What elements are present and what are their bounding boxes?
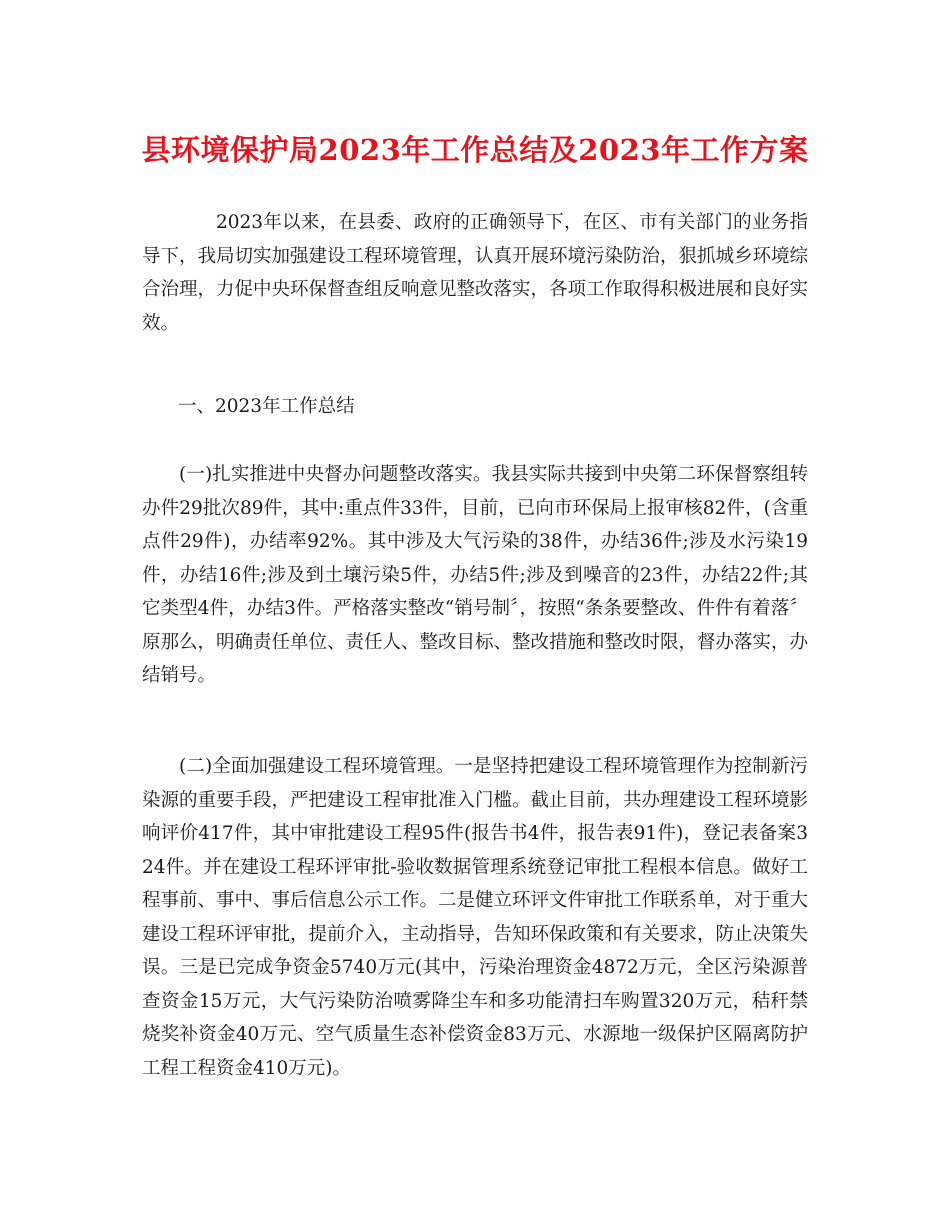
section-heading: 一、2023年工作总结: [178, 396, 355, 417]
document-title: 县环境保护局2023年工作总结及2023年工作方案: [141, 133, 809, 167]
body-paragraph-1: (一)扎实推进中央督办问题整改落实。我县实际共接到中央第二环保督察组转办件29批次89件，其中:重点件33件，目前，已向市环保局上报审核82件，(含重点件29件)，办结率92%。其中涉及大气污染的38件，办结36件;涉及水污染19件，办结16件;涉及到土壤污染5件，办结5件;涉及到噪音的23件，办结22件;其它类型4件，办结3件。严格落实整改“销号制〞，按照“条条要整改、件件有着落〞原那么，明确责任单位、责任人、整改目标、整改措施和整改时限，督办落实，办结销号。: [142, 464, 809, 686]
body-paragraph-2: (二)全面加强建设工程环境管理。一是坚持把建设工程环境管理作为控制新污染源的重要手段，严把建设工程审批准入门槛。截止目前，共办理建设工程环境影响评价417件，其中审批建设工程95件(报告书4件，报告表91件)，登记表备案324件。并在建设工程环评审批-验收数据管理系统登记审批工程根本信息。做好工程事前、事中、事后信息公示工作。二是健立环评文件审批工作联系单，对于重大建设工程环评审批，提前介入，主动指导，告知环保政策和有关要求，防止决策失误。三是已完成争资金5740万元(其中，污染治理资金4872万元，全区污染源普查资金15万元，大气污染防治喷雾降尘车和多功能清扫车购置320万元，秸秆禁烧奖补资金40万元、空气质量生态补偿资金83万元、水源地一级保护区隔离防护工程工程资金410万元)。: [142, 756, 809, 1079]
intro-paragraph: 2023年以来，在县委、政府的正确领导下，在区、市有关部门的业务指导下，我局切实加强建设工程环境管理，认真开展环境污染防治，狠抓城乡环境综合治理，力促中央环保督查组反响意见整改落实，各项工作取得积极进展和良好实效。: [142, 212, 809, 334]
